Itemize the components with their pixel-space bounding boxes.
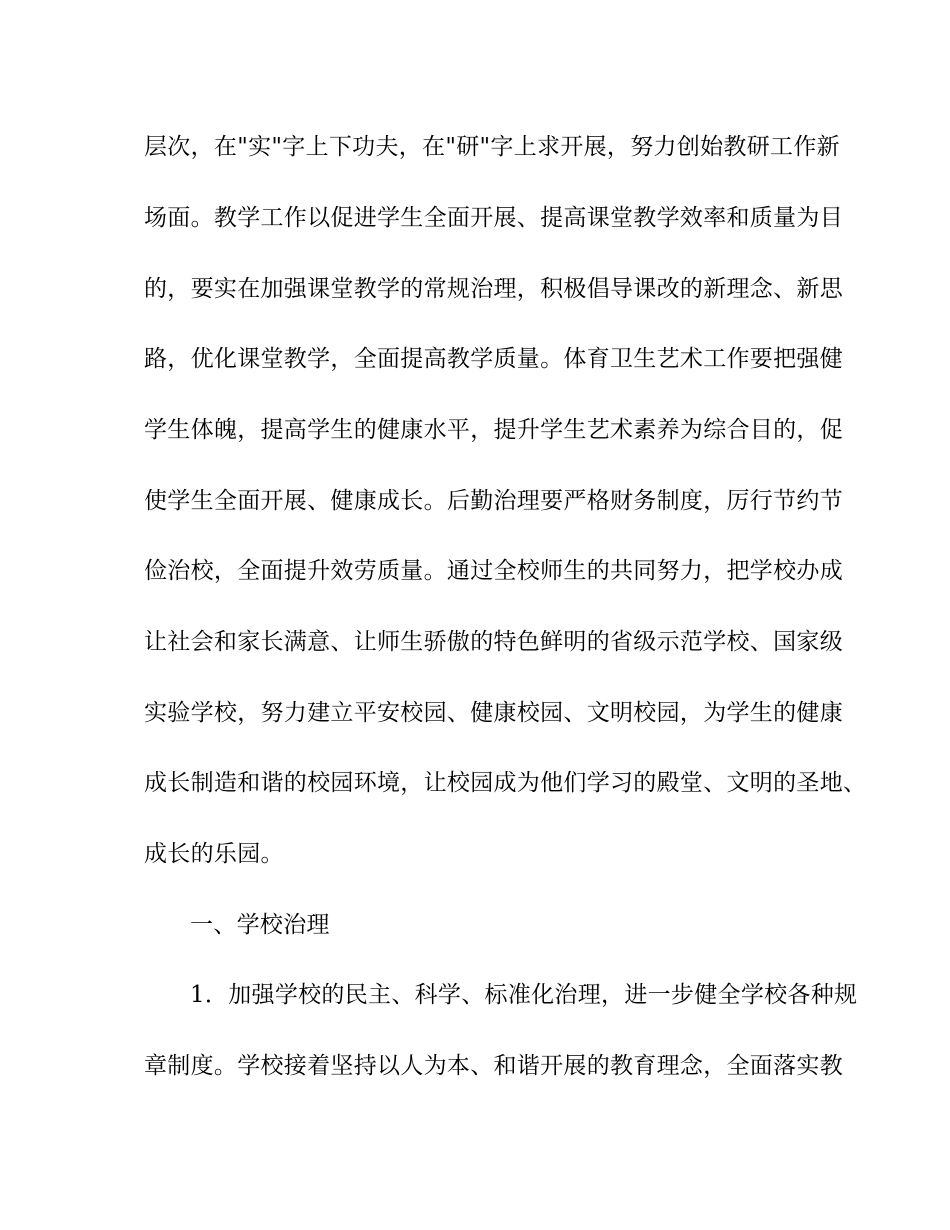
paragraph-line: 俭治校，全面提升效劳质量。通过全校师生的共同努力，把学校办成 [144, 558, 843, 584]
paragraph-line: 实验学校，努力建立平安校园、健康校园、文明校园，为学生的健康 [144, 700, 843, 726]
paragraph-line: 使学生全面开展、健康成长。后勤治理要严格财务制度，厉行节约节 [144, 488, 843, 514]
paragraph-line: 成长制造和谐的校园环境，让校园成为他们学习的殿堂、文明的圣地、 [144, 770, 867, 796]
paragraph-line: 学生体魄，提高学生的健康水平，提升学生艺术素养为综合目的，促 [144, 417, 843, 443]
paragraph-line: 让社会和家长满意、让师生骄傲的特色鲜明的省级示范学校、国家级 [144, 629, 843, 655]
section-heading: 一、学校治理 [190, 912, 330, 938]
paragraph-line: 层次，在"实"字上下功夫，在"研"字上求开展，努力创始教研工作新 [144, 134, 840, 160]
paragraph-line: 成长的乐园。 [144, 841, 284, 867]
paragraph-line: 的，要实在加强课堂教学的常规治理，积极倡导课改的新理念、新思 [144, 276, 843, 302]
paragraph-line: 场面。教学工作以促进学生全面开展、提高课堂教学效率和质量为目 [144, 205, 843, 231]
item-1-line: 1．加强学校的民主、科学、标准化治理，进一步健全学校各种规 [190, 982, 858, 1008]
item-1-line: 章制度。学校接着坚持以人为本、和谐开展的教育理念，全面落实教 [144, 1053, 843, 1079]
paragraph-line: 路，优化课堂教学，全面提高教学质量。体育卫生艺术工作要把强健 [144, 346, 843, 372]
